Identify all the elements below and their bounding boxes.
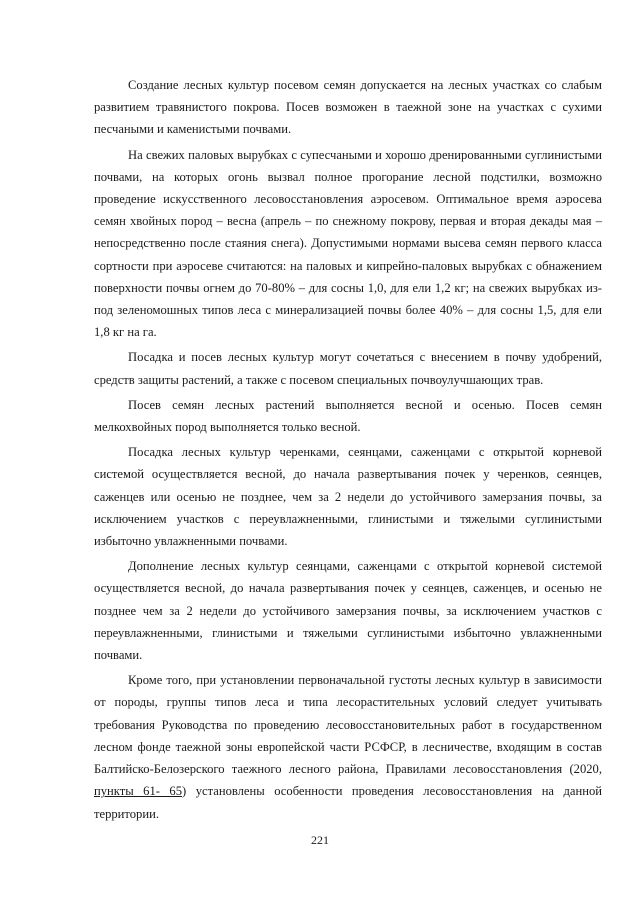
paragraph-planting-timing: Посадка лесных культур черенками, сеянцами, саженцами с открытой корневой системой осуществляется весной, до начала развертывания почек у черенков, сеянцев, саженцев или осенью не позднее, чем за 2 недели до устойчивого замерзания почвы, за исключением участков с переувлажненными, глинистыми и тяжелыми суглинистыми избыточно увлажненными почвами. (94, 445, 602, 549)
paragraph-supplementing: Дополнение лесных культур сеянцами, саженцами с открытой корневой системой осуществляется весной, до начала развертывания почек у сеянцев, саженцев, и осенью не позднее чем за 2 недели до устойчивого замерзания почвы, за исключением участков с переувлажненными, глинистыми и тяжелыми суглинистыми избыточно увлажненными почвами. (94, 559, 602, 663)
paragraph-initial-density (94, 669, 602, 824)
paragraph-text-before-link: Кроме того, при установлении первоначальной густоты лесных культур в зависимости от породы, группы типов леса и типа лесорастительных условий следует учитывать требования Руководства по проведению лесовосстановительных работ в государственном лесном фонде таежной зоны европейской части РСФСР, в лесничестве, входящим в состав Балтийско-Белозерского таежного лесного района, Правилами лесовосстановления (2020, (94, 673, 602, 777)
paragraph-fertilizers: Посадка и посев лесных культур могут сочетаться с внесением в почву удобрений, средств защиты растений, а также с посевом специальных почвоулучшающих трав. (94, 350, 602, 387)
paragraph-aerial-seeding: На свежих паловых вырубках с супесчаными и хорошо дренированными суглинистыми почвами, на которых огонь вызвал полное прогорание лесной подстилки, возможно проведение искусственного лесовосстановления аэросевом. Оптимальное время аэросева семян хвойных пород – весна (апрель – по снежному покрову, первая и вторая декады мая – непосредственно после стаяния снега). Допустимыми нормами высева семян первого класса сортности при аэросеве считаются: на паловых и кипрейно-паловых вырубках с обнажением поверхности почвы огнем до 70-80% – для сосны 1,0, для ели 1,2 кг; на свежих вырубках из-под зеленомошных типов леса с минерализацией почвы более 40% – для сосны 1,5, для ели 1,8 кг на га. (94, 147, 602, 340)
paragraph-sowing-season: Посев семян лесных растений выполняется весной и осенью. Посев семян мелкохвойных пород выполняется только весной. (94, 397, 602, 435)
paragraph-text-after-link: ) установлены особенности проведения лесовосстановления на данной территории. (94, 784, 603, 821)
paragraph-seeding-conditions: Создание лесных культур посевом семян допускается на лесных участках со слабым развитием травянистого покрова. Посев возможен в таежной зоне на участках с сухими песчаными и каменистыми почвами. (94, 78, 602, 137)
document-page (94, 74, 602, 828)
page-number: 221 (311, 833, 329, 847)
rules-points-link[interactable]: пункты 61- 65 (94, 784, 183, 799)
